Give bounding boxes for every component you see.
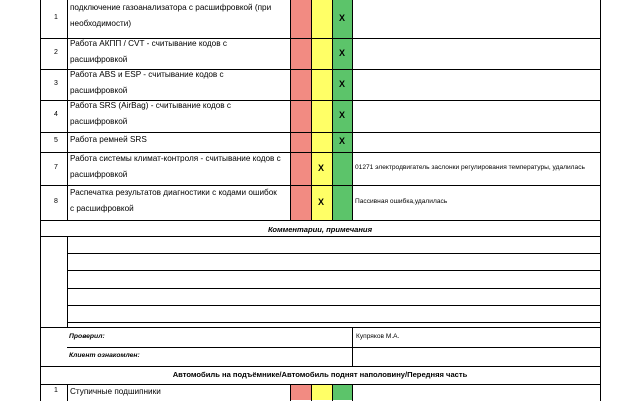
client-acknowledged-label: Клиент ознакомлен: [69,352,140,359]
row-number: 3 [54,80,58,87]
grid-line-horizontal [67,305,601,306]
check-item-label: расшифровкой [70,55,128,64]
section-title: Автомобиль на подъёмнике/Автомобиль поднят наполовину/Передняя часть [172,370,468,379]
grid-line-vertical [67,0,68,221]
row-number: 4 [54,111,58,118]
grid-line-vertical [311,384,312,401]
status-mark-x[interactable]: X [338,79,345,89]
row-number: 8 [54,198,58,205]
comments-header: Комментарии, примечания [267,225,373,234]
status-mark-x[interactable]: X [338,48,345,58]
check-item-label: Работа системы климат-контроля - считывание кодов с [70,154,281,163]
grid-line-horizontal [40,220,601,221]
grid-line-vertical [311,0,312,221]
check-item-label: расшифровкой [70,86,128,95]
grid-line-vertical [600,220,601,401]
row-number: 7 [54,164,58,171]
grid-line-horizontal [40,327,601,328]
check-item-label: Ступичные подшипники [70,387,161,396]
grid-line-horizontal [40,185,601,186]
grid-line-vertical [40,0,41,221]
grid-line-vertical [67,236,68,328]
check-item-label: с расшифровкой [70,204,134,213]
check-item-label: подключение газоанализатора с расшифровкой (при [70,3,272,12]
check-item-label: Работа АКПП / CVT - считывание кодов с [70,39,227,48]
grid-line-horizontal [67,288,601,289]
grid-line-vertical [352,384,353,401]
row-note: Пассивная ошибка,удалилась [355,198,448,205]
check-item-label: Работа ABS и ESP - считывание кодов с [70,70,224,79]
grid-line-vertical [352,0,353,221]
status-mark-x[interactable]: X [338,13,345,23]
row-number: 1 [54,14,58,21]
row-number: 2 [54,49,58,56]
row-number: 1 [54,387,58,394]
status-column-yellow [311,0,332,220]
status-column-red [290,0,311,220]
status-column-green [332,385,352,400]
status-column-yellow [311,385,332,400]
check-item-label: необходимости) [70,19,132,28]
check-item-label: Работа SRS (AirBag) - считывание кодов с [70,101,232,110]
checked-by-label: Проверил: [69,333,105,340]
grid-line-vertical [290,0,291,221]
status-mark-x[interactable]: X [338,136,345,146]
grid-line-horizontal [40,366,601,367]
grid-line-horizontal [67,253,601,254]
status-mark-x[interactable]: X [338,110,345,120]
check-item-label: расшифровкой [70,117,128,126]
grid-line-horizontal [40,132,601,133]
row-number: 5 [54,137,58,144]
grid-line-vertical [600,0,601,221]
check-item-label: Распечатка результатов диагностики с кодами ошибок [70,188,277,197]
grid-line-vertical [332,384,333,401]
grid-line-horizontal [67,322,601,323]
status-column-red [290,385,311,400]
status-mark-x[interactable]: X [317,163,324,173]
status-mark-x[interactable]: X [317,197,324,207]
client-signature-field[interactable] [356,352,596,362]
checked-by-value: Купряков М.А. [356,333,400,340]
grid-line-vertical [332,0,333,221]
check-item-label: расшифровкой [70,170,128,179]
check-item-label: Работа ремней SRS [70,135,147,144]
grid-line-horizontal [67,347,601,348]
grid-line-horizontal [67,270,601,271]
grid-line-vertical [290,384,291,401]
row-note: 01271 электродвигатель заслонки регулирования температуры, удалилась [355,164,585,171]
grid-line-horizontal [40,236,601,237]
